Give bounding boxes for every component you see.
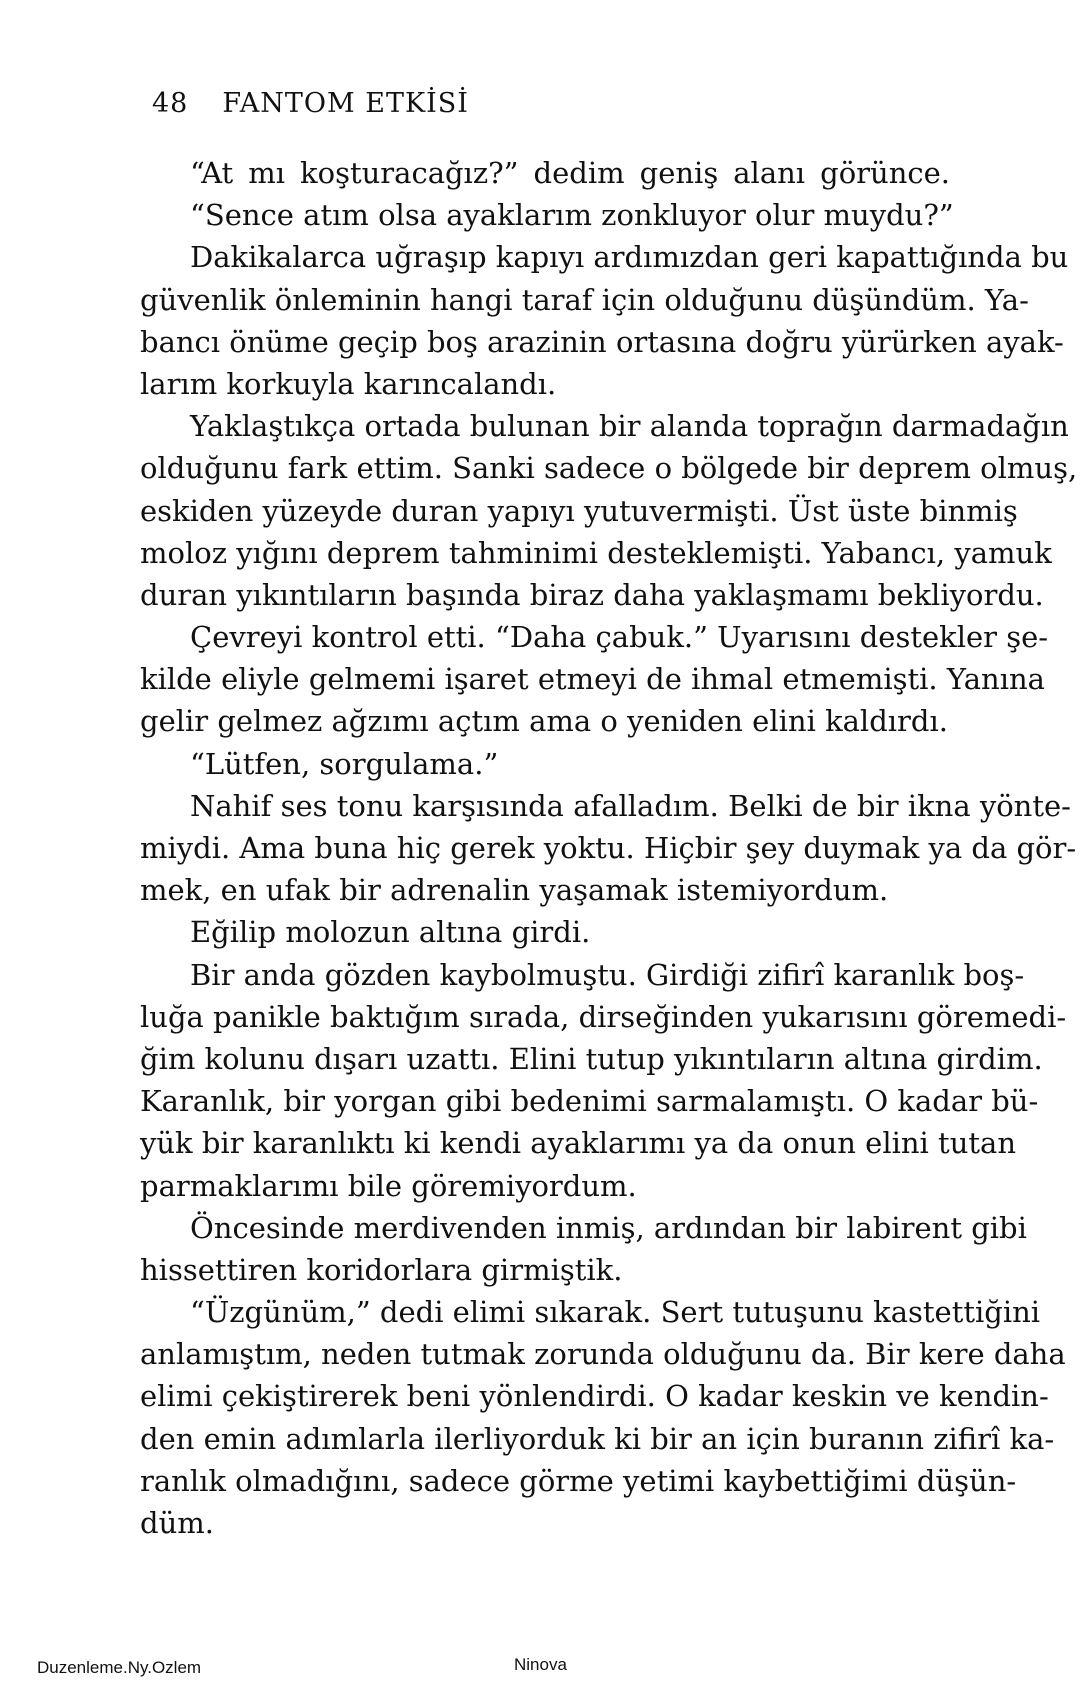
text-line: güvenlik önleminin hangi taraf için olduğunu düşündüm. Ya- (140, 282, 1029, 317)
text-line: ğim kolunu dışarı uzattı. Elini tutup yıkıntıların altına girdim. (140, 1041, 1043, 1076)
running-title: FANTOM ETKİSİ (222, 88, 469, 119)
text-line: Nahif ses tonu karşısında afalladım. Belki de bir ikna yönte- (190, 788, 1071, 823)
text-line: “Üzgünüm,” dedi elimi sıkarak. Sert tutuşunu kastettiğini (190, 1295, 1041, 1330)
text-line: kilde eliyle gelmemi işaret etmeyi de ihmal etmemişti. Yanına (140, 662, 1045, 697)
text-line: miydi. Ama buna hiç gerek yoktu. Hiçbir şey duymak ya da gör- (140, 831, 1077, 865)
text-line: eskiden yüzeyde duran yapıyı yutuvermişti. Üst üste binmiş (140, 493, 1018, 528)
text-line: larım korkuyla karıncalandı. (140, 366, 557, 401)
text-line: yük bir karanlıktı ki kendi ayaklarımı ya da onun elini tutan (140, 1126, 1017, 1161)
text-line: parmaklarımı bile göremiyordum. (140, 1168, 637, 1203)
text-line: gelir gelmez ağzımı açtım ama o yeniden elini kaldırdı. (140, 704, 948, 739)
text-line: Öncesinde merdivenden inmiş, ardından bir labirent gibi (190, 1210, 1027, 1245)
text-line: olduğunu fark ettim. Sanki sadece o bölgede bir deprem olmuş, (140, 451, 1078, 486)
page-number: 48 (152, 88, 189, 119)
text-line: bancı önüme geçip boş arazinin ortasına doğru yürürken ayak- (140, 324, 1064, 359)
body-text (140, 152, 1078, 1544)
text-line: Bir anda gözden kaybolmuştu. Girdiği zifirî karanlık boş- (190, 957, 1025, 992)
text-line: mek, en ufak bir adrenalin yaşamak istemiyordum. (140, 873, 889, 908)
text-line: elimi çekiştirerek beni yönlendirdi. O kadar keskin ve kendin- (140, 1379, 1049, 1414)
text-line: anlamıştım, neden tutmak zorunda olduğunu da. Bir kere daha (140, 1337, 1066, 1372)
text-line: Çevreyi kontrol etti. “Daha çabuk.” Uyarısını destekler şe- (190, 620, 1049, 655)
text-line: “Sence atım olsa ayaklarım zonkluyor olur muydu?” (190, 198, 954, 233)
running-header (152, 88, 469, 119)
text-line: “Lütfen, sorgulama.” (190, 746, 499, 781)
text-line: Yaklaştıkça ortada bulunan bir alanda toprağın darmadağın (190, 409, 1069, 444)
footer-credit: Duzenleme.Ny.Ozlem (37, 1658, 202, 1677)
text-line: Karanlık, bir yorgan gibi bedenimi sarmalamıştı. O kadar bü- (140, 1084, 1039, 1119)
text-line: den emin adımlarla ilerliyorduk ki bir an için buranın zifirî ka- (140, 1421, 1055, 1456)
text-line: moloz yığını deprem tahminimi desteklemişti. Yabancı, yamuk (140, 535, 1052, 570)
text-line: düm. (140, 1506, 214, 1540)
text-line: duran yıkıntıların başında biraz daha yaklaşmamı bekliyordu. (140, 577, 1044, 612)
footer-publisher: Ninova (514, 1655, 567, 1674)
text-line: Eğilip molozun altına girdi. (190, 915, 591, 950)
text-line: hissettiren koridorlara girmiştik. (140, 1252, 623, 1287)
text-line: Dakikalarca uğraşıp kapıyı ardımızdan geri kapattığında bu (190, 240, 1069, 275)
text-line: ranlık olmadığını, sadece görme yetimi kaybettiğimi düşün- (140, 1463, 1017, 1498)
text-line: “At mı koşturacağız?” dedim geniş alanı görünce. (190, 156, 950, 190)
text-line: luğa panikle baktığım sırada, dirseğinden yukarısını göremedi- (140, 999, 1067, 1034)
